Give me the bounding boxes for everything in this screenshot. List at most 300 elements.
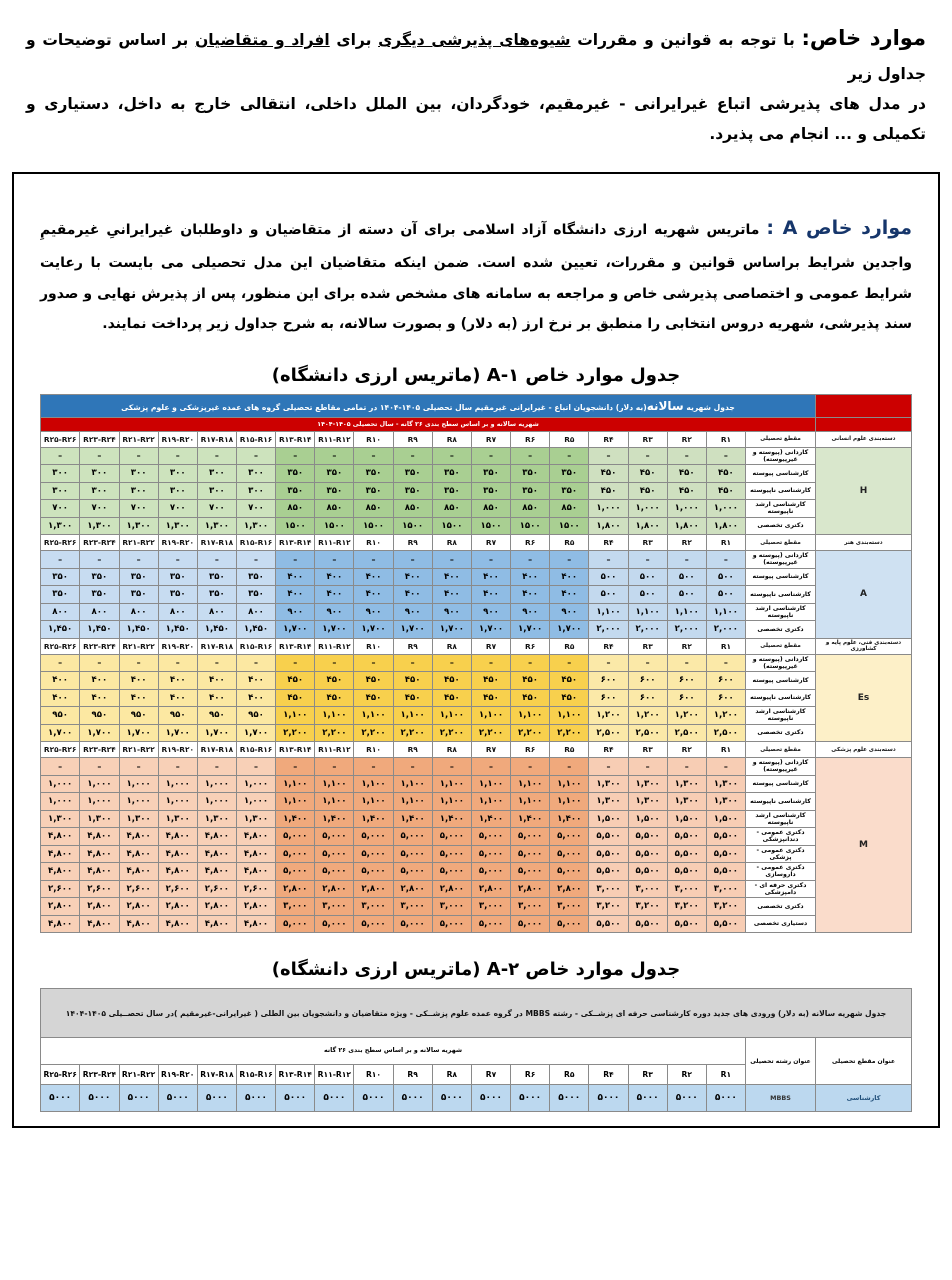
fee-cell: –: [354, 654, 393, 672]
column-header-2: R۲: [667, 535, 706, 551]
table-row: [41, 775, 912, 793]
column-header-7: R۷: [471, 535, 510, 551]
fee-cell: ۳,۰۰۰: [276, 898, 315, 916]
fee-cell: ۶۰۰: [667, 689, 706, 707]
level-label: دکتری تخصصی: [746, 517, 816, 535]
fee-cell: ۱,۳۰۰: [41, 517, 80, 535]
column-header-15: R۱۹-R۲۰: [158, 535, 197, 551]
level-label: کاردانی (پیوسته و غیرپیوسته): [746, 758, 816, 776]
column-header-16: R۲۱-R۲۲: [119, 431, 158, 447]
fee-cell: ۴,۸۰۰: [158, 828, 197, 846]
fee-cell: ۵,۰۰۰: [315, 915, 354, 933]
fee-cell: ۴,۸۰۰: [119, 915, 158, 933]
table-row: [41, 517, 912, 535]
fee-cell: ۴۵۰: [276, 689, 315, 707]
group-level-label-m: مقطع تحصیلی: [746, 742, 816, 758]
column-header-2: R۲: [667, 638, 706, 654]
fee-cell: ۴۵۰: [589, 482, 628, 500]
level-label: کارشناسی ارشد ناپیوسته: [746, 810, 816, 828]
fee-cell: –: [119, 551, 158, 569]
fee-cell: –: [158, 654, 197, 672]
mbbs-column-header-1: R۱: [706, 1064, 745, 1085]
column-header-14: R۱۷-R۱۸: [197, 535, 236, 551]
group-header-row-m: [41, 742, 912, 758]
fee-cell: ۴,۸۰۰: [158, 863, 197, 881]
fee-cell: ۵,۵۰۰: [667, 845, 706, 863]
mbbs-table: [40, 988, 912, 1112]
fee-cell: ۱,۱۰۰: [354, 775, 393, 793]
fee-cell: ۱,۱۰۰: [354, 707, 393, 725]
fee-cell: ۸۵۰: [471, 500, 510, 518]
blue-band-title: [41, 394, 816, 417]
notice-box: [12, 172, 940, 1129]
table-row: [41, 707, 912, 725]
fee-cell: ۱,۰۰۰: [628, 500, 667, 518]
fee-cell: ۲,۲۰۰: [471, 724, 510, 742]
fee-cell: ۱,۱۰۰: [276, 775, 315, 793]
fee-cell: –: [158, 551, 197, 569]
fee-cell: –: [354, 758, 393, 776]
level-label: کاردانی (پیوسته و غیرپیوسته): [746, 447, 816, 465]
mbbs-column-header-8: R۸: [432, 1064, 471, 1085]
fee-cell: ۴۵۰: [628, 465, 667, 483]
fee-cell: ۴,۸۰۰: [197, 915, 236, 933]
column-header-15: R۱۹-R۲۰: [158, 742, 197, 758]
matrix-blue-band-row: [41, 394, 912, 417]
mbbs-title-band: جدول شهریه سالانه (به دلار) ورودی های جدید دوره کارشناسی حرفه ای پزشــکی - رشته MBBS در گروه عمده علوم پزشــکی - ویژه متقاضیان و دانشجویان بین الطلی ( غیرایرانی-غیرمقیم )در سال تحصــیلی ۱۴۰۵-۱۴۰۴: [41, 989, 912, 1038]
fee-cell: ۱,۱۰۰: [432, 775, 471, 793]
fee-cell: ۳۵۰: [276, 465, 315, 483]
fee-cell: ۸۰۰: [197, 603, 236, 621]
fee-cell: ۴۵۰: [706, 482, 745, 500]
fee-cell: ۳۵۰: [158, 568, 197, 586]
fee-cell: –: [119, 758, 158, 776]
column-header-8: R۸: [432, 638, 471, 654]
fee-cell: ۱,۴۵۰: [41, 621, 80, 639]
fee-cell: ۱,۳۰۰: [667, 775, 706, 793]
mbbs-title-row: [41, 989, 912, 1038]
fee-cell: –: [315, 758, 354, 776]
fee-cell: ۲,۵۰۰: [628, 724, 667, 742]
fee-cell: ۸۰۰: [158, 603, 197, 621]
fee-cell: ۳۵۰: [80, 568, 119, 586]
column-header-16: R۲۱-R۲۲: [119, 742, 158, 758]
group-code-a: A: [816, 551, 912, 639]
fee-cell: ۵,۵۰۰: [628, 828, 667, 846]
fee-cell: ۲,۲۰۰: [354, 724, 393, 742]
group-code-es: Es: [816, 654, 912, 742]
fee-cell: ۱,۰۰۰: [236, 775, 275, 793]
column-header-4: R۴: [589, 638, 628, 654]
fee-cell: ۳,۲۰۰: [706, 898, 745, 916]
fee-cell: ۱,۴۰۰: [276, 810, 315, 828]
fee-cell: ۵,۰۰۰: [432, 845, 471, 863]
fee-cell: ۱,۰۰۰: [667, 500, 706, 518]
fee-cell: ۵,۰۰۰: [550, 828, 589, 846]
fee-cell: ۸۵۰: [276, 500, 315, 518]
column-header-9: R۹: [393, 638, 432, 654]
table-row: [41, 845, 912, 863]
intro-paragraph: [0, 0, 952, 150]
fee-cell: ۱,۰۰۰: [41, 793, 80, 811]
fee-cell: –: [511, 447, 550, 465]
fee-cell: ۶۰۰: [628, 689, 667, 707]
level-label: کارشناسی پیوسته: [746, 568, 816, 586]
fee-cell: ۲,۸۰۰: [432, 880, 471, 898]
fee-cell: ۵۰۰: [667, 586, 706, 604]
mbbs-column-header-2: R۲: [667, 1064, 706, 1085]
notice-lead: موارد خاص A :: [766, 216, 912, 239]
fee-cell: ۱,۰۰۰: [236, 793, 275, 811]
fee-cell: ۴۵۰: [354, 672, 393, 690]
fee-cell: ۱,۷۰۰: [80, 724, 119, 742]
fee-cell: –: [667, 551, 706, 569]
column-header-6: R۶: [511, 742, 550, 758]
fee-cell: ۳,۰۰۰: [354, 898, 393, 916]
table-row: [41, 603, 912, 621]
fee-cell: ۳۵۰: [432, 465, 471, 483]
table-row: [41, 863, 912, 881]
table1-caption: جدول موارد خاص A-۱ (ماتریس ارزی دانشگاه): [271, 364, 681, 386]
fee-cell: ۱۵۰۰: [550, 517, 589, 535]
fee-cell: ۱,۷۰۰: [550, 621, 589, 639]
fee-cell: ۱,۷۰۰: [236, 724, 275, 742]
fee-cell: ۴۰۰: [158, 672, 197, 690]
fee-cell: –: [628, 654, 667, 672]
red-band-corner: [816, 417, 912, 431]
column-header-17: R۲۳-R۲۴: [80, 742, 119, 758]
fee-cell: –: [41, 654, 80, 672]
fee-cell: ۴۵۰: [471, 689, 510, 707]
fee-cell: –: [276, 447, 315, 465]
column-header-11: R۱۱-R۱۲: [315, 742, 354, 758]
fee-cell: ۲,۸۰۰: [119, 898, 158, 916]
notice-text: [40, 208, 912, 339]
fee-cell: ۱,۴۵۰: [119, 621, 158, 639]
mbbs-column-header-13: R۱۵-R۱۶: [236, 1064, 275, 1085]
mbbs-fee-cell: ۵۰۰۰: [706, 1085, 745, 1112]
fee-cell: ۱,۷۰۰: [354, 621, 393, 639]
fee-cell: ۵۰۰: [706, 586, 745, 604]
fee-cell: ۲,۲۰۰: [432, 724, 471, 742]
fee-cell: ۴۰۰: [471, 586, 510, 604]
fee-cell: ۹۰۰: [354, 603, 393, 621]
blue-band-post: (به دلار) دانشجویان اتباع - غیرایرانی غیرمقیم سال تحصیلی ۱۴۰۵-۱۴۰۴ در تمامی مقاطع تحصیلی گروه های عمده غیرپزشکی و علوم پزشکی: [121, 402, 647, 412]
fee-cell: ۵,۰۰۰: [432, 915, 471, 933]
fee-cell: ۵,۰۰۰: [471, 845, 510, 863]
fee-cell: –: [471, 654, 510, 672]
group-category-label-a: دسته‌بندی هنر: [816, 535, 912, 551]
fee-cell: –: [315, 654, 354, 672]
fee-cell: ۵,۰۰۰: [354, 828, 393, 846]
column-header-7: R۷: [471, 431, 510, 447]
fee-cell: ۵,۵۰۰: [706, 828, 745, 846]
column-header-10: R۱۰: [354, 535, 393, 551]
fee-cell: ۵,۵۰۰: [589, 828, 628, 846]
fee-cell: ۲,۲۰۰: [550, 724, 589, 742]
fee-cell: ۵۰۰: [706, 568, 745, 586]
fee-cell: ۸۵۰: [432, 500, 471, 518]
fee-cell: ۱۵۰۰: [315, 517, 354, 535]
fee-cell: ۴۵۰: [393, 672, 432, 690]
fee-cell: –: [471, 551, 510, 569]
fee-cell: ۱,۱۰۰: [432, 793, 471, 811]
fee-cell: ۹۰۰: [550, 603, 589, 621]
fee-cell: ۱,۸۰۰: [628, 517, 667, 535]
table-row: [41, 621, 912, 639]
column-header-9: R۹: [393, 535, 432, 551]
fee-cell: ۱,۵۰۰: [667, 810, 706, 828]
fee-cell: –: [706, 758, 745, 776]
table-row: [41, 689, 912, 707]
level-label: کارشناسی ارشد ناپیوسته: [746, 603, 816, 621]
column-header-11: R۱۱-R۱۲: [315, 638, 354, 654]
mbbs-fee-cell: ۵۰۰۰: [432, 1085, 471, 1112]
fee-cell: ۴۵۰: [276, 672, 315, 690]
mbbs-fee-cell: ۵۰۰۰: [667, 1085, 706, 1112]
fee-cell: ۱,۲۰۰: [706, 707, 745, 725]
fee-cell: ۹۵۰: [80, 707, 119, 725]
fee-cell: ۴,۸۰۰: [236, 828, 275, 846]
fee-cell: ۳۵۰: [550, 482, 589, 500]
fee-cell: ۲,۸۰۰: [393, 880, 432, 898]
notice-body: ماتریس شهریه ارزی دانشگاه آزاد اسلامی برای آن دسته از متقاضیان و داوطلبان غیرایرانیِ غیرمقیمِ واجدین شرایط براساس قوانین و مقررات، تعیین شده است. ضمن اینکه متقاضیان این مدل تحصیلی می بایست با رعایت شرایط عمومی و اختصاصی پذیرشی خاص و مراجعه به سامانه های مشخص شده برای این منظور، پس از پذیرش نهایی و صدور سند پذیرشی، شهریه دروس انتخابی را منطبق بر نرخ ارز (به دلار) و بصورت سالانه، به شرح جداول زیر پرداخت نمایند.: [40, 221, 912, 332]
fee-cell: ۱,۱۰۰: [432, 707, 471, 725]
fee-cell: ۲,۸۰۰: [197, 898, 236, 916]
fee-cell: ۱,۰۰۰: [80, 793, 119, 811]
fee-cell: ۴,۸۰۰: [158, 915, 197, 933]
column-header-5: R۵: [550, 638, 589, 654]
fee-cell: ۳۵۰: [471, 465, 510, 483]
fee-cell: ۵,۰۰۰: [276, 915, 315, 933]
fee-cell: ۵,۰۰۰: [471, 915, 510, 933]
level-label: کارشناسی ناپیوسته: [746, 793, 816, 811]
column-header-1: R۱: [706, 638, 745, 654]
fee-cell: ۳۵۰: [119, 586, 158, 604]
fee-cell: ۳۵۰: [80, 586, 119, 604]
fee-cell: ۲,۸۰۰: [158, 898, 197, 916]
fee-cell: ۴۰۰: [236, 689, 275, 707]
fee-cell: ۱,۷۰۰: [315, 621, 354, 639]
fee-cell: ۵,۰۰۰: [550, 863, 589, 881]
fee-cell: ۲,۶۰۰: [158, 880, 197, 898]
fee-cell: ۹۵۰: [119, 707, 158, 725]
fee-cell: ۱,۰۰۰: [197, 775, 236, 793]
fee-cell: ۹۰۰: [471, 603, 510, 621]
fee-cell: –: [706, 447, 745, 465]
fee-cell: ۱,۳۰۰: [119, 810, 158, 828]
fee-cell: ۱,۸۰۰: [667, 517, 706, 535]
fee-cell: ۹۵۰: [236, 707, 275, 725]
column-header-5: R۵: [550, 431, 589, 447]
fee-cell: ۴۰۰: [393, 586, 432, 604]
table-row: [41, 828, 912, 846]
fee-cell: ۳۵۰: [471, 482, 510, 500]
column-header-8: R۸: [432, 742, 471, 758]
mbbs-column-header-11: R۱۱-R۱۲: [315, 1064, 354, 1085]
fee-cell: ۳,۲۰۰: [589, 898, 628, 916]
blue-band-pre: جدول شهریه: [683, 402, 735, 412]
fee-cell: ۴۰۰: [41, 689, 80, 707]
column-header-10: R۱۰: [354, 742, 393, 758]
fee-cell: –: [393, 654, 432, 672]
fee-cell: ۳۵۰: [315, 482, 354, 500]
mbbs-column-header-3: R۳: [628, 1064, 667, 1085]
fee-cell: ۱,۰۰۰: [80, 775, 119, 793]
fee-cell: –: [354, 447, 393, 465]
fee-cell: ۳۵۰: [236, 568, 275, 586]
group-level-label-h: مقطع تحصیلی: [746, 431, 816, 447]
fee-cell: ۵۰۰: [589, 568, 628, 586]
fee-cell: ۱,۷۰۰: [511, 621, 550, 639]
fee-cell: ۱,۴۰۰: [315, 810, 354, 828]
fee-cell: ۱,۱۰۰: [393, 775, 432, 793]
fee-cell: –: [236, 654, 275, 672]
fee-cell: ۳۵۰: [354, 465, 393, 483]
fee-cell: ۴۵۰: [628, 482, 667, 500]
column-header-13: R۱۵-R۱۶: [236, 431, 275, 447]
fee-cell: –: [197, 758, 236, 776]
fee-cell: –: [158, 447, 197, 465]
fee-cell: ۷۰۰: [197, 500, 236, 518]
fee-cell: –: [276, 758, 315, 776]
fee-cell: ۴۰۰: [236, 672, 275, 690]
mbbs-column-header-9: R۹: [393, 1064, 432, 1085]
level-label: کارشناسی پیوسته: [746, 672, 816, 690]
fee-cell: ۳۵۰: [393, 482, 432, 500]
mbbs-column-header-18: R۲۵-R۲۶: [41, 1064, 80, 1085]
fee-cell: –: [667, 447, 706, 465]
fee-cell: ۱,۵۰۰: [628, 810, 667, 828]
fee-cell: ۲,۸۰۰: [511, 880, 550, 898]
fee-cell: –: [197, 447, 236, 465]
fee-cell: ۲,۰۰۰: [706, 621, 745, 639]
fee-cell: ۲,۲۰۰: [393, 724, 432, 742]
fee-cell: ۵,۰۰۰: [276, 845, 315, 863]
fee-cell: –: [158, 758, 197, 776]
fee-cell: ۱,۰۰۰: [119, 793, 158, 811]
fee-cell: ۴,۸۰۰: [41, 863, 80, 881]
fee-cell: ۴۵۰: [432, 689, 471, 707]
fee-cell: –: [236, 551, 275, 569]
fee-cell: ۵,۰۰۰: [511, 845, 550, 863]
column-header-13: R۱۵-R۱۶: [236, 638, 275, 654]
fee-cell: ۷۰۰: [158, 500, 197, 518]
fee-cell: ۵,۰۰۰: [393, 828, 432, 846]
fee-cell: ۴۵۰: [550, 672, 589, 690]
column-header-16: R۲۱-R۲۲: [119, 535, 158, 551]
fee-cell: ۱۵۰۰: [432, 517, 471, 535]
fee-cell: ۴,۸۰۰: [236, 915, 275, 933]
column-header-9: R۹: [393, 431, 432, 447]
fee-cell: ۴,۸۰۰: [119, 828, 158, 846]
fee-cell: ۱,۱۰۰: [550, 793, 589, 811]
fee-cell: ۱,۳۰۰: [628, 793, 667, 811]
mbbs-fee-cell: ۵۰۰۰: [41, 1085, 80, 1112]
column-header-18: R۲۵-R۲۶: [41, 638, 80, 654]
fee-cell: –: [41, 551, 80, 569]
table-row: [41, 758, 912, 776]
fee-cell: –: [706, 551, 745, 569]
mbbs-fee-cell: ۵۰۰۰: [550, 1085, 589, 1112]
fee-cell: ۱,۴۰۰: [471, 810, 510, 828]
level-label: کارشناسی ناپیوسته: [746, 689, 816, 707]
fee-cell: –: [276, 654, 315, 672]
fee-cell: ۴۵۰: [432, 672, 471, 690]
mbbs-fee-cell: ۵۰۰۰: [511, 1085, 550, 1112]
fee-cell: ۱,۰۰۰: [158, 793, 197, 811]
fee-cell: ۲,۶۰۰: [80, 880, 119, 898]
fee-cell: ۵,۰۰۰: [393, 863, 432, 881]
fee-cell: ۱۵۰۰: [511, 517, 550, 535]
fee-cell: ۴۰۰: [119, 689, 158, 707]
fee-cell: ۳۰۰: [158, 465, 197, 483]
group-code-m: M: [816, 758, 912, 933]
fee-cell: ۱,۳۰۰: [80, 810, 119, 828]
fee-cell: ۴۰۰: [315, 568, 354, 586]
fee-cell: ۵,۵۰۰: [706, 863, 745, 881]
level-label: دکتری عمومی - پزشکی: [746, 845, 816, 863]
blue-band-big: سالانه: [646, 398, 684, 413]
fee-cell: ۱,۱۰۰: [511, 775, 550, 793]
fee-cell: –: [315, 447, 354, 465]
fee-cell: –: [80, 654, 119, 672]
fee-cell: ۲,۵۰۰: [589, 724, 628, 742]
table-row: [41, 654, 912, 672]
fee-cell: ۵,۵۰۰: [589, 863, 628, 881]
fee-cell: ۵,۵۰۰: [706, 845, 745, 863]
fee-cell: –: [628, 551, 667, 569]
mbbs-column-header-6: R۶: [511, 1064, 550, 1085]
fee-cell: –: [432, 447, 471, 465]
fee-cell: –: [119, 654, 158, 672]
fee-cell: –: [550, 551, 589, 569]
group-code-h: H: [816, 447, 912, 535]
fee-cell: ۸۵۰: [511, 500, 550, 518]
fee-cell: ۵,۵۰۰: [667, 828, 706, 846]
column-header-1: R۱: [706, 535, 745, 551]
fee-cell: –: [432, 551, 471, 569]
fee-cell: ۱,۰۰۰: [589, 500, 628, 518]
fee-cell: ۴,۸۰۰: [80, 915, 119, 933]
level-label: کارشناسی ناپیوسته: [746, 586, 816, 604]
fee-cell: ۳۰۰: [41, 482, 80, 500]
fee-cell: ۳,۰۰۰: [589, 880, 628, 898]
fee-cell: ۵,۵۰۰: [628, 845, 667, 863]
fee-cell: ۱,۳۰۰: [628, 775, 667, 793]
fee-cell: ۴۰۰: [432, 568, 471, 586]
column-header-11: R۱۱-R۱۲: [315, 535, 354, 551]
fee-cell: ۹۵۰: [41, 707, 80, 725]
fee-cell: ۵,۰۰۰: [315, 863, 354, 881]
fee-cell: ۴۰۰: [393, 568, 432, 586]
fee-cell: ۱,۱۰۰: [276, 793, 315, 811]
fee-cell: ۵,۰۰۰: [550, 915, 589, 933]
fee-cell: ۸۰۰: [41, 603, 80, 621]
fee-cell: ۵,۰۰۰: [511, 915, 550, 933]
fee-cell: ۲,۸۰۰: [354, 880, 393, 898]
fee-cell: ۶۰۰: [589, 672, 628, 690]
fee-cell: ۸۵۰: [550, 500, 589, 518]
fee-cell: ۳۰۰: [80, 482, 119, 500]
fee-cell: –: [41, 758, 80, 776]
mbbs-col-field-label: عنوان رشته تحصیلی: [746, 1038, 816, 1085]
fee-cell: ۴,۸۰۰: [80, 828, 119, 846]
mbbs-fee-cell: ۵۰۰۰: [276, 1085, 315, 1112]
column-header-3: R۳: [628, 431, 667, 447]
column-header-15: R۱۹-R۲۰: [158, 431, 197, 447]
mbbs-column-header-5: R۵: [550, 1064, 589, 1085]
